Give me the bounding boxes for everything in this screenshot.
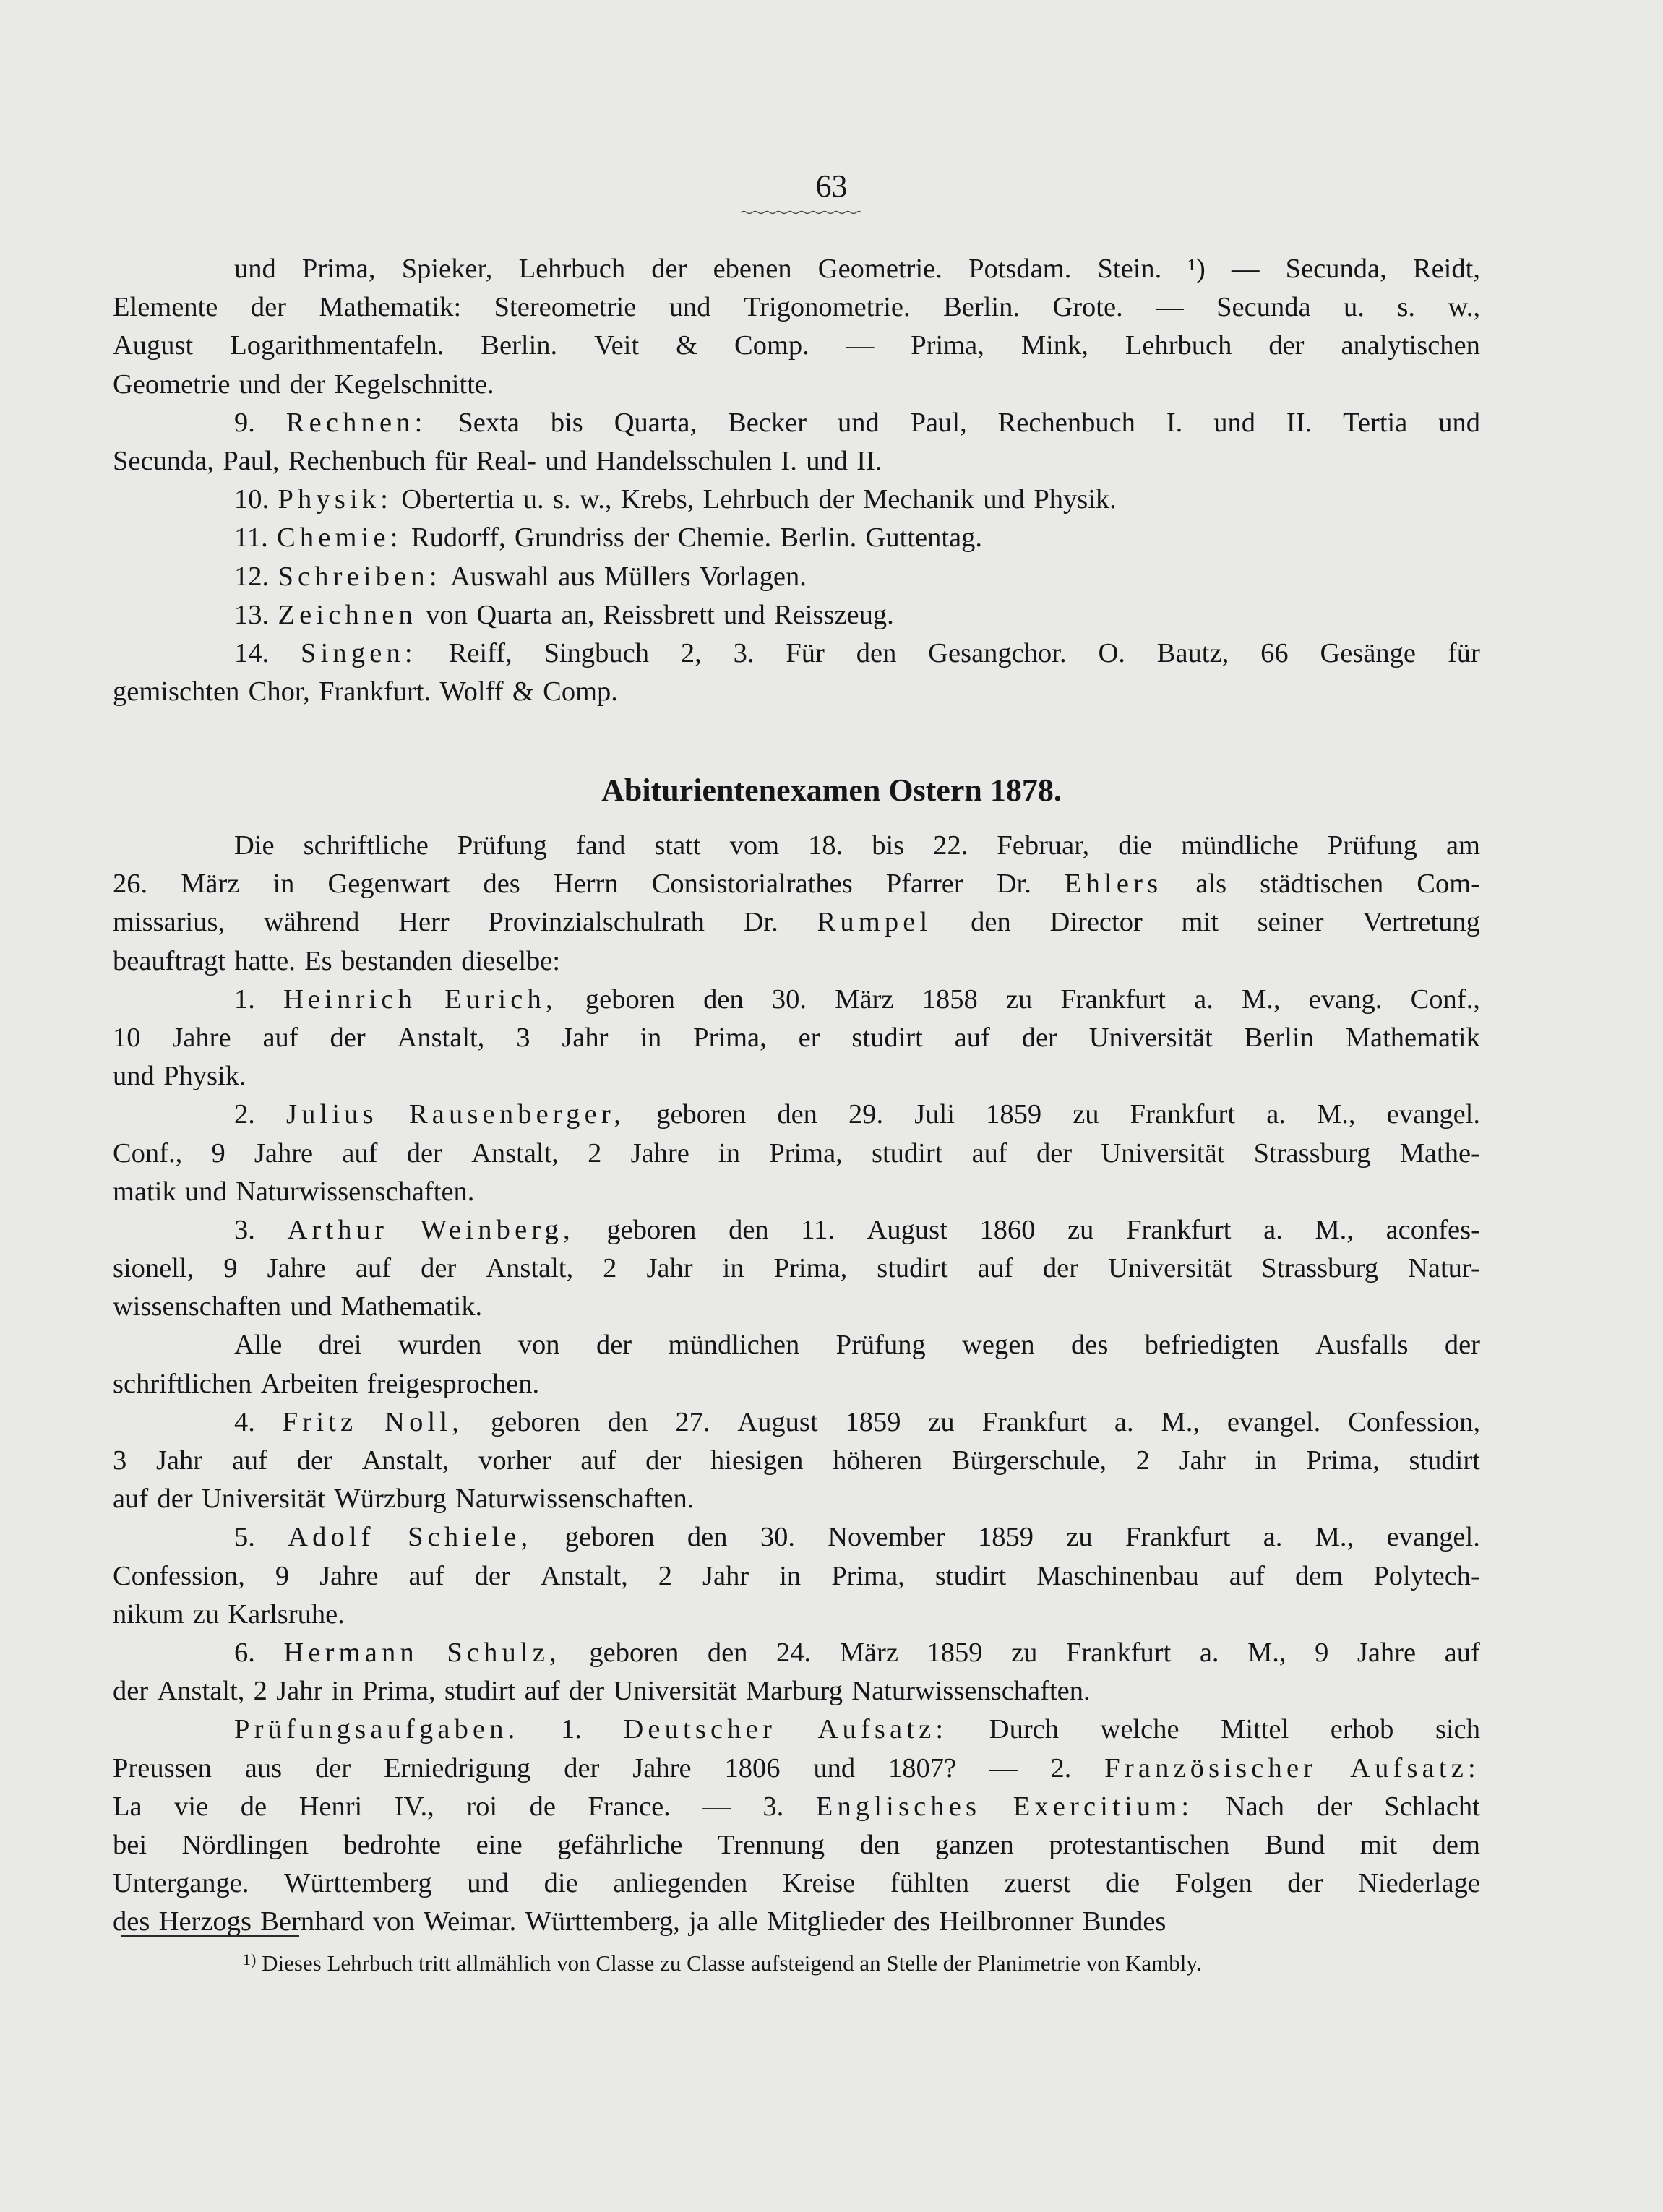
section-heading: Abiturientenexamen Ostern 1878. (601, 773, 1062, 808)
text-line: 5. Adolf Schiele, geboren den 30. November 1859 zu Frankfurt a. M., evangel. (234, 1522, 1480, 1553)
text-line: 14. Singen: Reiff, Singbuch 2, 3. Für den Gesangchor. O. Bautz, 66 Gesänge für (234, 637, 1480, 668)
footnote (243, 1944, 1202, 1979)
text-line: des Herzogs Bernhard von Weimar. Württemberg, ja alle Mitglieder des Heilbronner Bundes (113, 1906, 1166, 1937)
footnote-text: Dieses Lehrbuch tritt allmählich von Classe zu Classe aufsteigend an Stelle der Planimetrie von Kambly. (262, 1950, 1202, 1976)
page-number-ornament (741, 210, 861, 215)
text-line: 6. Hermann Schulz, geboren den 24. März 1859 zu Frankfurt a. M., 9 Jahre auf (234, 1637, 1480, 1668)
text-line: wissenschaften und Mathematik. (113, 1291, 483, 1322)
text-line: beauftragt hatte. Es bestanden dieselbe: (113, 945, 561, 976)
text-line: 13. Zeichnen von Quarta an, Reissbrett und Reisszeug. (234, 599, 894, 630)
text-line: der Anstalt, 2 Jahr in Prima, studirt auf der Universität Marburg Naturwissenschaften. (113, 1676, 1091, 1707)
text-line: Secunda, Paul, Rechenbuch für Real- und Handelsschulen I. und II. (113, 445, 882, 476)
text-line: 12. Schreiben: Auswahl aus Müllers Vorlagen. (234, 561, 807, 592)
text-line: Elemente der Mathematik: Stereometrie und Trigonometrie. Berlin. Grote. — Secunda u. s. w., (113, 292, 1480, 323)
text-line: Prüfungsaufgaben. 1. Deutscher Aufsatz: Durch welche Mittel erhob sich (234, 1714, 1480, 1745)
text-line: August Logarithmentafeln. Berlin. Veit & Comp. — Prima, Mink, Lehrbuch der analytischen (113, 330, 1480, 361)
text-line: matik und Naturwissenschaften. (113, 1176, 475, 1207)
text-line: bei Nördlingen bedrohte eine gefährliche Trennung den ganzen protestantischen Bund mit dem (113, 1829, 1480, 1860)
text-line: schriftlichen Arbeiten freigesprochen. (113, 1368, 540, 1399)
text-line: nikum zu Karlsruhe. (113, 1598, 345, 1630)
text-line: und Prima, Spieker, Lehrbuch der ebenen Geometrie. Potsdam. Stein. ¹) — Secunda, Reidt, (234, 254, 1480, 284)
text-line: sionell, 9 Jahre auf der Anstalt, 2 Jahr in Prima, studirt auf der Universität Strassburg Natur- (113, 1253, 1480, 1284)
text-line: 9. Rechnen: Sexta bis Quarta, Becker und Paul, Rechenbuch I. und II. Tertia und (234, 407, 1480, 438)
text-line: 10 Jahre auf der Anstalt, 3 Jahr in Prima, er studirt auf der Universität Berlin Mathematik (113, 1022, 1480, 1053)
footnote-marker: 1) (243, 1950, 257, 1968)
school-books-list (113, 250, 1480, 711)
text-line: 2. Julius Rausenberger, geboren den 29. Juli 1859 zu Frankfurt a. M., evangel. (234, 1099, 1480, 1130)
text-line: 1. Heinrich Eurich, geboren den 30. März 1858 zu Frankfurt a. M., evang. Conf., (234, 984, 1480, 1015)
text-line: Conf., 9 Jahre auf der Anstalt, 2 Jahre in Prima, studirt auf der Universität Strassburg Mathe- (113, 1137, 1480, 1169)
text-line: Die schriftliche Prüfung fand statt vom 18. bis 22. Februar, die mündliche Prüfung am (234, 830, 1480, 861)
text-line: La vie de Henri IV., roi de France. — 3. Englisches Exercitium: Nach der Schlacht (113, 1791, 1480, 1822)
text-line: Confession, 9 Jahre auf der Anstalt, 2 Jahr in Prima, studirt Maschinenbau auf dem Polytech- (113, 1560, 1480, 1591)
page-number: 63 (815, 168, 848, 204)
text-line: 26. März in Gegenwart des Herrn Consistorialrathes Pfarrer Dr. Ehlers als städtischen Com- (113, 869, 1480, 900)
exam-report (113, 827, 1480, 1941)
text-line: 11. Chemie: Rudorff, Grundriss der Chemie. Berlin. Guttentag. (234, 522, 983, 554)
text-line: und Physik. (113, 1061, 246, 1092)
text-line: gemischten Chor, Frankfurt. Wolff & Comp. (113, 676, 618, 707)
text-line: Geometrie und der Kegelschnitte. (113, 369, 494, 400)
footnote-rule (121, 1935, 299, 1937)
text-line: 3 Jahr auf der Anstalt, vorher auf der hiesigen höheren Bürgerschule, 2 Jahr in Prima, studirt (113, 1445, 1480, 1476)
text-line: 3. Arthur Weinberg, geboren den 11. August 1860 zu Frankfurt a. M., aconfes- (234, 1214, 1480, 1245)
text-line: Preussen aus der Erniedrigung der Jahre 1806 und 1807? — 2. Französischer Aufsatz: (113, 1752, 1480, 1783)
text-line: missarius, während Herr Provinzialschulrath Dr. Rumpel den Director mit seiner Vertretung (113, 907, 1480, 938)
text-line: Untergange. Württemberg und die anliegenden Kreise fühlten zuerst die Folgen der Niederlage (113, 1868, 1480, 1899)
text-line: 10. Physik: Obertertia u. s. w., Krebs, Lehrbuch der Mechanik und Physik. (234, 484, 1117, 515)
text-line: auf der Universität Würzburg Naturwissenschaften. (113, 1484, 695, 1515)
text-line: 4. Fritz Noll, geboren den 27. August 1859 zu Frankfurt a. M., evangel. Confession, (234, 1406, 1480, 1437)
text-line: Alle drei wurden von der mündlichen Prüfung wegen des befriedigten Ausfalls der (234, 1330, 1480, 1361)
